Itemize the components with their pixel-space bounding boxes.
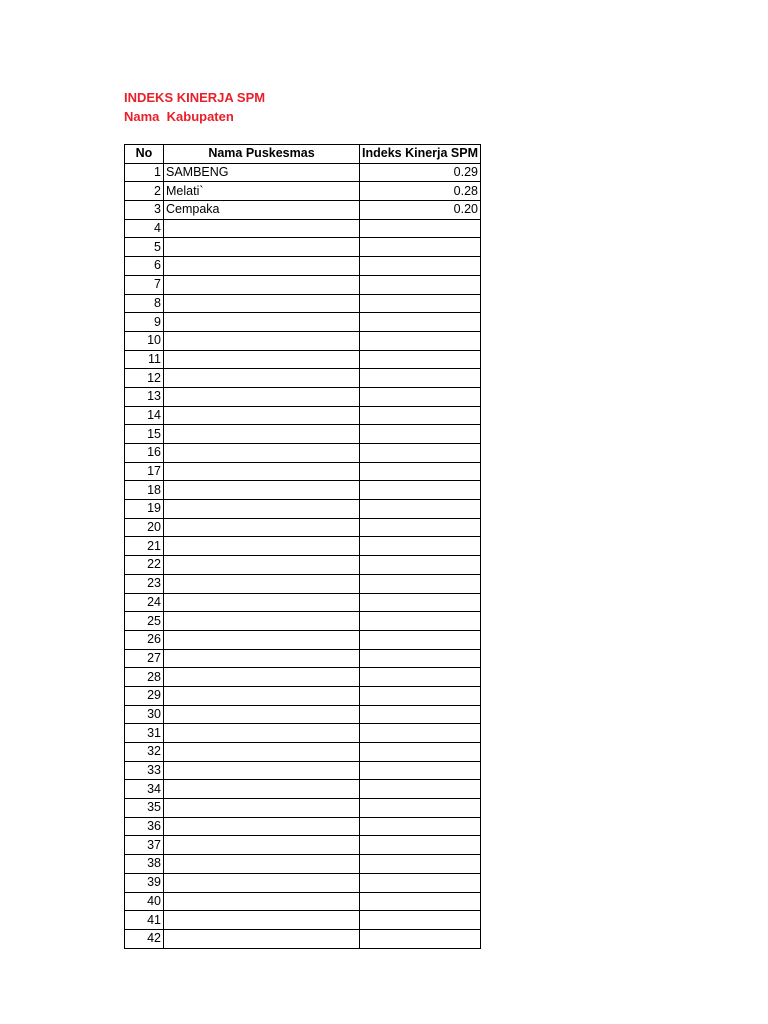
cell-index[interactable] xyxy=(360,649,481,668)
cell-puskesmas-name[interactable] xyxy=(164,892,360,911)
cell-no[interactable]: 17 xyxy=(125,462,164,481)
cell-puskesmas-name[interactable] xyxy=(164,686,360,705)
cell-no[interactable]: 38 xyxy=(125,855,164,874)
table-row xyxy=(125,182,481,201)
cell-no[interactable]: 22 xyxy=(125,556,164,575)
cell-puskesmas-name[interactable] xyxy=(164,799,360,818)
cell-puskesmas-name[interactable] xyxy=(164,406,360,425)
cell-no[interactable]: 6 xyxy=(125,257,164,276)
cell-puskesmas-name[interactable]: SAMBENG xyxy=(164,163,360,182)
cell-index[interactable] xyxy=(360,612,481,631)
table-row xyxy=(125,406,481,425)
cell-no[interactable]: 8 xyxy=(125,294,164,313)
cell-no[interactable]: 39 xyxy=(125,873,164,892)
page-title: INDEKS KINERJA SPM xyxy=(124,90,266,105)
table-row xyxy=(125,892,481,911)
puskesmas-table xyxy=(124,144,481,949)
cell-no[interactable]: 31 xyxy=(125,724,164,743)
cell-no[interactable]: 21 xyxy=(125,537,164,556)
cell-puskesmas-name[interactable] xyxy=(164,219,360,238)
cell-index[interactable] xyxy=(360,705,481,724)
cell-puskesmas-name[interactable] xyxy=(164,630,360,649)
table-row xyxy=(125,705,481,724)
table-row xyxy=(125,257,481,276)
table-row xyxy=(125,444,481,463)
cell-puskesmas-name[interactable] xyxy=(164,238,360,257)
cell-no[interactable]: 29 xyxy=(125,686,164,705)
cell-no[interactable]: 24 xyxy=(125,593,164,612)
cell-no[interactable]: 19 xyxy=(125,500,164,519)
cell-no[interactable]: 5 xyxy=(125,238,164,257)
cell-index[interactable] xyxy=(360,724,481,743)
table-row xyxy=(125,593,481,612)
cell-puskesmas-name[interactable] xyxy=(164,743,360,762)
table-row xyxy=(125,743,481,762)
cell-no[interactable]: 12 xyxy=(125,369,164,388)
cell-no[interactable]: 14 xyxy=(125,406,164,425)
cell-no[interactable]: 36 xyxy=(125,817,164,836)
cell-puskesmas-name[interactable]: Melati` xyxy=(164,182,360,201)
cell-no[interactable]: 23 xyxy=(125,574,164,593)
cell-index[interactable] xyxy=(360,257,481,276)
cell-index[interactable] xyxy=(360,574,481,593)
table-row xyxy=(125,574,481,593)
cell-no[interactable]: 4 xyxy=(125,219,164,238)
cell-no[interactable]: 27 xyxy=(125,649,164,668)
cell-index[interactable] xyxy=(360,350,481,369)
cell-index[interactable] xyxy=(360,425,481,444)
table-row xyxy=(125,481,481,500)
cell-no[interactable]: 20 xyxy=(125,518,164,537)
table-row xyxy=(125,761,481,780)
cell-puskesmas-name[interactable] xyxy=(164,313,360,332)
cell-index[interactable] xyxy=(360,686,481,705)
cell-no[interactable]: 34 xyxy=(125,780,164,799)
cell-index[interactable] xyxy=(360,369,481,388)
cell-index[interactable] xyxy=(360,275,481,294)
table-row xyxy=(125,518,481,537)
cell-index[interactable] xyxy=(360,929,481,948)
cell-no[interactable]: 41 xyxy=(125,911,164,930)
table-row xyxy=(125,219,481,238)
cell-no[interactable]: 40 xyxy=(125,892,164,911)
cell-no[interactable]: 33 xyxy=(125,761,164,780)
column-header-index: Indeks Kinerja SPM xyxy=(360,145,481,164)
cell-puskesmas-name[interactable] xyxy=(164,593,360,612)
cell-index[interactable]: 0.20 xyxy=(360,201,481,220)
cell-no[interactable]: 42 xyxy=(125,929,164,948)
cell-index[interactable] xyxy=(360,537,481,556)
page-subtitle: Nama Kabupaten xyxy=(124,109,234,124)
cell-no[interactable]: 28 xyxy=(125,668,164,687)
cell-index[interactable] xyxy=(360,855,481,874)
table-row xyxy=(125,556,481,575)
cell-puskesmas-name[interactable] xyxy=(164,556,360,575)
cell-puskesmas-name[interactable] xyxy=(164,462,360,481)
cell-no[interactable]: 18 xyxy=(125,481,164,500)
cell-puskesmas-name[interactable] xyxy=(164,724,360,743)
cell-puskesmas-name[interactable] xyxy=(164,668,360,687)
table-row xyxy=(125,537,481,556)
table-row xyxy=(125,630,481,649)
column-header-no: No xyxy=(125,145,164,164)
cell-index[interactable] xyxy=(360,556,481,575)
cell-no[interactable]: 1 xyxy=(125,163,164,182)
cell-puskesmas-name[interactable] xyxy=(164,350,360,369)
cell-index[interactable]: 0.29 xyxy=(360,163,481,182)
cell-no[interactable]: 3 xyxy=(125,201,164,220)
table-row xyxy=(125,500,481,519)
table-row xyxy=(125,313,481,332)
cell-index[interactable] xyxy=(360,406,481,425)
cell-index[interactable] xyxy=(360,462,481,481)
cell-puskesmas-name[interactable] xyxy=(164,518,360,537)
cell-no[interactable]: 7 xyxy=(125,275,164,294)
table-row xyxy=(125,201,481,220)
table-row xyxy=(125,686,481,705)
cell-index[interactable] xyxy=(360,761,481,780)
table-row xyxy=(125,855,481,874)
table-row xyxy=(125,369,481,388)
cell-index[interactable] xyxy=(360,331,481,350)
cell-index[interactable] xyxy=(360,294,481,313)
table-row xyxy=(125,668,481,687)
cell-puskesmas-name[interactable] xyxy=(164,817,360,836)
cell-no[interactable]: 2 xyxy=(125,182,164,201)
cell-index[interactable] xyxy=(360,630,481,649)
cell-puskesmas-name[interactable] xyxy=(164,537,360,556)
cell-no[interactable]: 30 xyxy=(125,705,164,724)
cell-no[interactable]: 25 xyxy=(125,612,164,631)
cell-index[interactable] xyxy=(360,238,481,257)
cell-no[interactable]: 16 xyxy=(125,444,164,463)
cell-index[interactable] xyxy=(360,387,481,406)
cell-puskesmas-name[interactable] xyxy=(164,294,360,313)
cell-puskesmas-name[interactable] xyxy=(164,705,360,724)
cell-puskesmas-name[interactable] xyxy=(164,425,360,444)
table-row xyxy=(125,462,481,481)
table-body xyxy=(125,163,481,948)
table-row xyxy=(125,294,481,313)
cell-puskesmas-name[interactable] xyxy=(164,444,360,463)
cell-index[interactable] xyxy=(360,313,481,332)
cell-index[interactable] xyxy=(360,780,481,799)
table-header-row xyxy=(125,145,481,164)
table-row xyxy=(125,929,481,948)
cell-puskesmas-name[interactable] xyxy=(164,369,360,388)
table-row xyxy=(125,724,481,743)
cell-puskesmas-name[interactable] xyxy=(164,761,360,780)
cell-no[interactable]: 32 xyxy=(125,743,164,762)
cell-puskesmas-name[interactable]: Cempaka xyxy=(164,201,360,220)
cell-puskesmas-name[interactable] xyxy=(164,574,360,593)
cell-puskesmas-name[interactable] xyxy=(164,387,360,406)
table-row xyxy=(125,612,481,631)
cell-no[interactable]: 15 xyxy=(125,425,164,444)
cell-puskesmas-name[interactable] xyxy=(164,911,360,930)
cell-index[interactable] xyxy=(360,743,481,762)
cell-puskesmas-name[interactable] xyxy=(164,929,360,948)
cell-puskesmas-name[interactable] xyxy=(164,331,360,350)
cell-no[interactable]: 10 xyxy=(125,331,164,350)
table-row xyxy=(125,275,481,294)
cell-puskesmas-name[interactable] xyxy=(164,481,360,500)
cell-puskesmas-name[interactable] xyxy=(164,855,360,874)
cell-index[interactable] xyxy=(360,911,481,930)
table-row xyxy=(125,873,481,892)
table-row xyxy=(125,331,481,350)
cell-index[interactable] xyxy=(360,444,481,463)
cell-no[interactable]: 37 xyxy=(125,836,164,855)
column-header-name: Nama Puskesmas xyxy=(164,145,360,164)
table-row xyxy=(125,911,481,930)
cell-puskesmas-name[interactable] xyxy=(164,780,360,799)
table-row xyxy=(125,799,481,818)
cell-index[interactable] xyxy=(360,500,481,519)
cell-no[interactable]: 26 xyxy=(125,630,164,649)
table-row xyxy=(125,350,481,369)
cell-no[interactable]: 11 xyxy=(125,350,164,369)
cell-puskesmas-name[interactable] xyxy=(164,500,360,519)
cell-puskesmas-name[interactable] xyxy=(164,836,360,855)
cell-puskesmas-name[interactable] xyxy=(164,612,360,631)
cell-index[interactable] xyxy=(360,873,481,892)
table-row xyxy=(125,387,481,406)
table-row xyxy=(125,163,481,182)
table-row xyxy=(125,817,481,836)
cell-no[interactable]: 13 xyxy=(125,387,164,406)
cell-index[interactable] xyxy=(360,518,481,537)
cell-index[interactable] xyxy=(360,481,481,500)
cell-index[interactable] xyxy=(360,799,481,818)
table-row xyxy=(125,836,481,855)
cell-index[interactable] xyxy=(360,892,481,911)
cell-index[interactable] xyxy=(360,219,481,238)
cell-index[interactable] xyxy=(360,593,481,612)
cell-puskesmas-name[interactable] xyxy=(164,649,360,668)
cell-index[interactable] xyxy=(360,817,481,836)
table-row xyxy=(125,780,481,799)
cell-puskesmas-name[interactable] xyxy=(164,873,360,892)
cell-puskesmas-name[interactable] xyxy=(164,257,360,276)
cell-no[interactable]: 35 xyxy=(125,799,164,818)
cell-index[interactable] xyxy=(360,668,481,687)
cell-no[interactable]: 9 xyxy=(125,313,164,332)
cell-index[interactable]: 0.28 xyxy=(360,182,481,201)
table-row xyxy=(125,238,481,257)
table-row xyxy=(125,649,481,668)
cell-puskesmas-name[interactable] xyxy=(164,275,360,294)
cell-index[interactable] xyxy=(360,836,481,855)
table-row xyxy=(125,425,481,444)
